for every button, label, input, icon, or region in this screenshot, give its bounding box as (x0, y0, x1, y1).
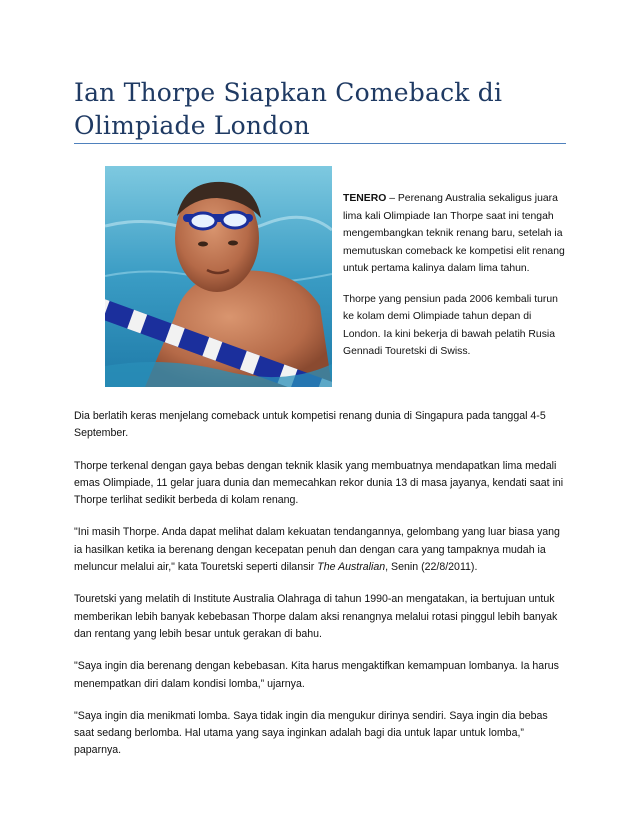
swimmer-photo-icon (105, 166, 332, 387)
swimmer-photo (105, 166, 332, 387)
quote-paragraph (74, 524, 568, 576)
title-line-2: Olimpiade London (74, 111, 310, 140)
body-paragraph: Touretski yang melatih di Institute Australia Olahraga di tahun 1990-an mengatakan, ia bertujuan untuk memberikan lebih banyak kebebasan Thorpe dalam aksi renangnya melalui rotasi pinggul lebih banyak dan rentang yang lebih besar untuk gerakan di bahu. (74, 593, 558, 640)
title-underline (74, 143, 566, 144)
lead-paragraph (343, 190, 568, 278)
quote-text: "Ini masih Thorpe. Anda dapat melihat dalam kekuatan tendangannya, gelombang yang luar biasa yang ia hasilkan ketika ia berenang dengan kecepatan penuh dan dengan cara yang tampaknya mudah ia meluncur melalui air," kata Touretski seperti dilansir (74, 526, 560, 574)
article-title (74, 76, 574, 142)
body-paragraph: Thorpe terkenal dengan gaya bebas dengan teknik klasik yang membuatnya mendapatkan lima medali emas Olimpiade, 11 gelar juara dunia dan memecahkan rekor dunia 13 di masa jayanya, kendati saat ini Thorpe terlihat sedikit berbeda di kolam renang. (74, 459, 564, 507)
body-paragraph: "Saya ingin dia menikmati lomba. Saya tidak ingin dia mengukur dirinya sendiri. Saya ingin dia bebas saat sedang berlomba. Hal utama yang saya inginkan adalah bagi dia untuk lapar untuk lomba,” paparnya. (74, 709, 548, 757)
title-line-1: Ian Thorpe Siapkan Comeback di (74, 78, 503, 107)
article-body (74, 408, 568, 775)
quote-source: The Australian (317, 561, 386, 574)
lead-text: – Perenang Australia sekaligus juara lima kali Olimpiade Ian Thorpe saat ini tengah mengembangkan teknik renang baru, setelah ia memutuskan comeback ke kompetisi elit renang untuk pertama kalinya dalam lima tahun. (343, 193, 565, 274)
body-paragraph: Dia berlatih keras menjelang comeback untuk kompetisi renang dunia di Singapura pada tanggal 4-5 September. (74, 410, 546, 440)
quote-date: , Senin (22/8/2011). (385, 561, 478, 574)
lead-column (343, 190, 568, 374)
side-paragraph: Thorpe yang pensiun pada 2006 kembali turun ke kolam demi Olimpiade tahun depan di London. Ia kini bekerja di bawah pelatih Rusia Gennadi Touretski di Swiss. (343, 293, 558, 357)
dateline: TENERO (343, 193, 387, 204)
body-paragraph: "Saya ingin dia berenang dengan kebebasan. Kita harus mengaktifkan kemampuan lombanya. Ia harus menempatkan diri dalam kondisi lomba,” ujarnya. (74, 660, 559, 690)
